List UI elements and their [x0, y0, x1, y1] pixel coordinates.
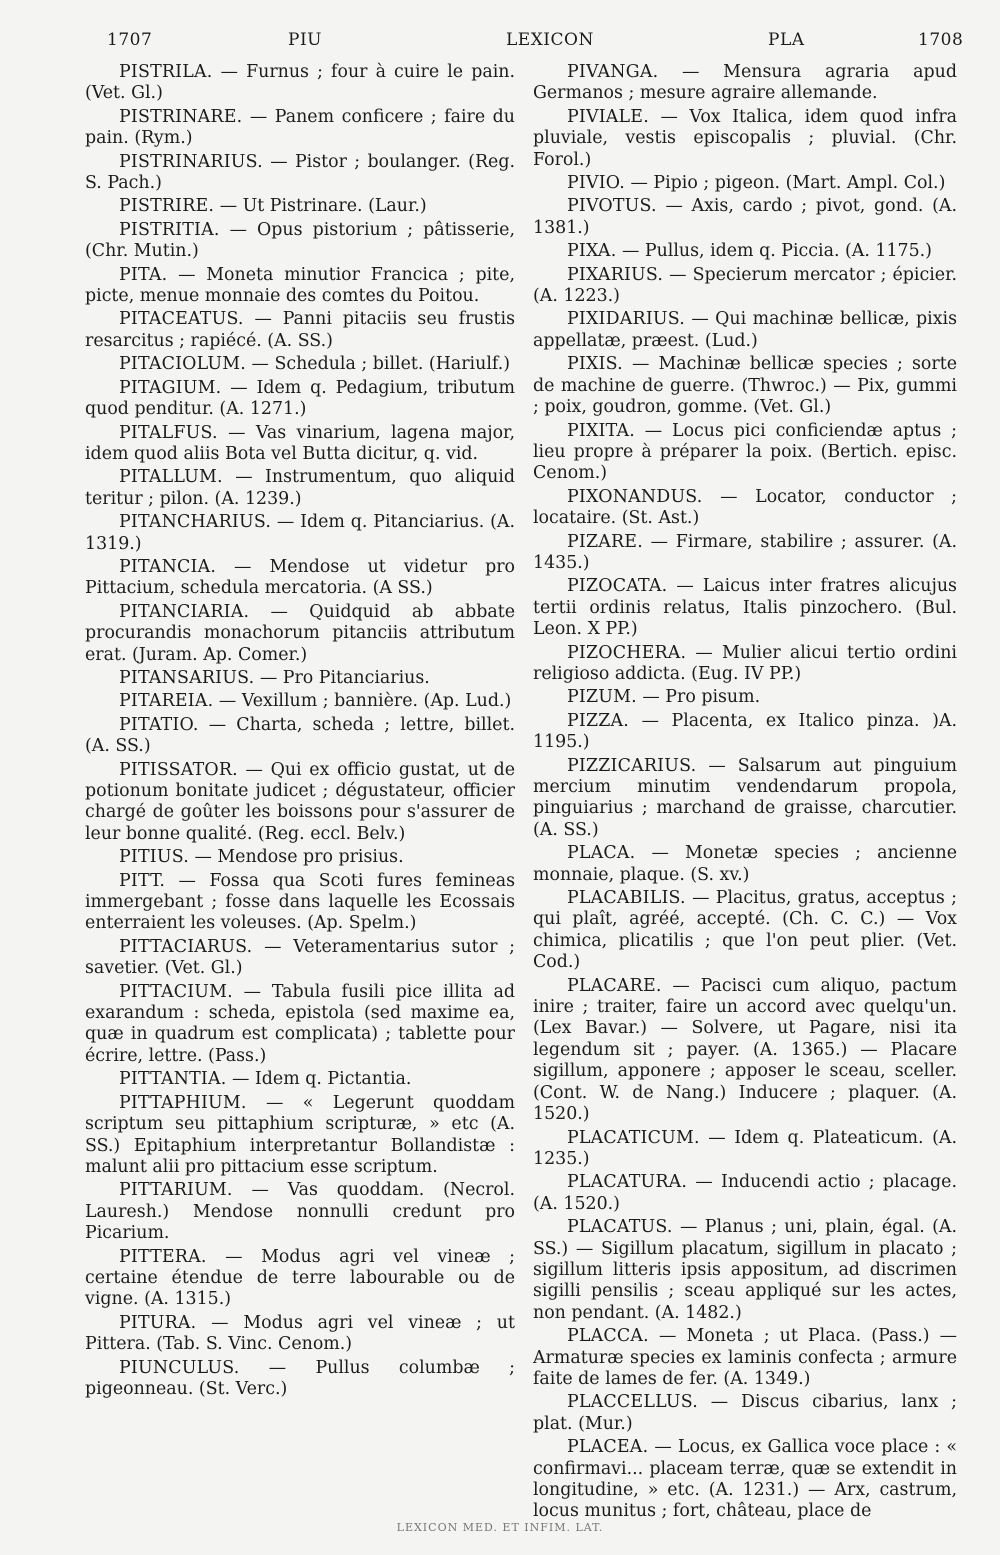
dictionary-entry [85, 1069, 515, 1090]
entry-definition: — Mensura agraria apud Germanos ; mesure agraire allemande. [533, 62, 957, 104]
entry-definition: — Panni pitaciis seu frustis resarcitus ; rapiécé. (A. SS.) [85, 309, 515, 351]
entry-definition: — Pullus columbæ ; pigeonneau. (St. Verc.) [85, 1357, 515, 1399]
entry-headword: PITTANTIA. [119, 1069, 227, 1090]
entry-definition: — Quidquid ab abbate procurandis monachorum pitanciis attributum erat. (Juram. Ap. Comer.) [85, 601, 515, 665]
dictionary-entry [533, 643, 957, 686]
entry-definition: — Monetæ species ; ancienne monnaie, plaque. (S. xv.) [533, 843, 957, 885]
entry-definition: — Planus ; uni, plain, égal. (A. SS.) — Sigillum placatum, sigillum in placato ; sigillum litteris ipsis appositum, ad discrimen sigilli pensilis ; sceau appliqué sur les actes, non pendant. (A. 1482.) [533, 1217, 957, 1323]
entry-headword: PISTRIRE. [119, 196, 215, 217]
dictionary-entry [533, 532, 957, 575]
entry-definition: — Qui ex officio gustat, ut de potionum bonitate judicet ; dégustateur, officier chargé de goûter les boissons pour s'assurer de leur bonne qualité. (Reg. eccl. Belv.) [85, 759, 515, 844]
entry-headword: PITTACIUM. [119, 981, 233, 1002]
entry-headword: PLACABILIS. [567, 888, 686, 909]
entry-definition: — Vox Italica, idem quod infra pluviale, vestis episcopalis ; pluvial. (Chr. Forol.) [533, 106, 957, 170]
entry-headword: PITISSATOR. [119, 759, 238, 780]
dictionary-entry [533, 354, 957, 418]
entry-headword: PITURA. [119, 1312, 197, 1333]
entry-definition: — Specierum mercator ; épicier. (A. 1223.) [533, 264, 957, 307]
entry-definition: — Idem q. Pedagium, tributum quod penditur. (A. 1271.) [85, 377, 515, 420]
entry-definition: — Modus agri vel vineæ ; certaine étendue de terre labourable ou de vigne. (A. 1315.) [85, 1246, 515, 1310]
dictionary-entry [85, 1180, 515, 1244]
dictionary-entry [85, 196, 515, 217]
entry-headword: PITTARIUM. [119, 1180, 233, 1201]
entry-definition: — Discus cibarius, lanx ; plat. (Mur.) [533, 1392, 957, 1434]
dictionary-entry [85, 107, 515, 150]
range-left: PIU [288, 30, 322, 50]
entry-definition: — Furnus ; four à cuire le pain. (Vet. Gl.) [85, 62, 515, 104]
entry-definition: — Qui machinæ bellicæ, pixis appellatæ, præest. (Lud.) [533, 309, 957, 351]
dictionary-entry [85, 982, 515, 1068]
entry-headword: PIZZICARIUS. [567, 755, 697, 776]
entry-definition: — Firmare, stabilire ; assurer. (A. 1435.) [533, 531, 957, 573]
entry-headword: PITANCIA. [119, 556, 217, 577]
entry-headword: PITANCIARIA. [119, 601, 250, 622]
dictionary-entry [533, 265, 957, 308]
dictionary-entry [533, 687, 957, 708]
entry-headword: PISTRINARIUS. [119, 151, 263, 172]
dictionary-entry [85, 715, 515, 758]
entry-definition: — Idem q. Pictantia. [226, 1069, 412, 1090]
dictionary-entry [85, 265, 515, 308]
entry-headword: PIZARE. [567, 531, 643, 552]
entry-definition: — Pistor ; boulanger. (Reg. S. Pach.) [85, 151, 515, 194]
dictionary-entry [85, 354, 515, 375]
dictionary-entry [533, 1217, 957, 1324]
dictionary-entry [533, 1437, 957, 1523]
entry-definition: — Mendose pro prisius. [188, 847, 404, 868]
entry-headword: PIXIDARIUS. [567, 309, 685, 330]
entry-definition: — Vas quoddam. (Necrol. Lauresh.) Mendose nonnulli credunt pro Picarium. [85, 1180, 515, 1244]
entry-headword: PIZZA. [567, 710, 630, 731]
entry-definition: — Moneta minutior Francica ; pite, picte, menue monnaie des comtes du Poitou. [85, 264, 515, 307]
entry-definition: — Locator, conductor ; locataire. (St. Ast.) [533, 486, 957, 529]
dictionary-entry [85, 760, 515, 846]
running-header [0, 30, 1000, 56]
dictionary-entry [533, 576, 957, 640]
dictionary-entry [533, 487, 957, 530]
entry-headword: PISTRINARE. [119, 106, 243, 127]
entry-definition: — Fossa qua Scoti fures femineas immergebant ; fosse dans laquelle les Ecossais enterraient les voleuses. (Ap. Spelm.) [85, 870, 515, 934]
dictionary-entry [85, 937, 515, 980]
dictionary-entry [85, 602, 515, 666]
entry-headword: PITANSARIUS. [119, 667, 255, 688]
entry-headword: PIZOCATA. [567, 576, 668, 597]
dictionary-entry [85, 423, 515, 466]
entry-headword: PITIUS. [119, 847, 189, 868]
dictionary-entry [533, 309, 957, 352]
entry-definition: — Idem q. Plateaticum. (A. 1235.) [533, 1127, 957, 1169]
dictionary-entry [85, 467, 515, 510]
dictionary-entry [533, 1172, 957, 1215]
entry-headword: PIUNCULUS. [119, 1357, 240, 1378]
entry-headword: PISTRITIA. [119, 219, 220, 240]
entry-headword: PISTRILA. [119, 62, 213, 82]
page-number-left: 1707 [107, 30, 153, 50]
entry-headword: PITACIOLUM. [119, 354, 246, 375]
entry-headword: PITALLUM. [119, 467, 223, 488]
dictionary-entry [85, 1247, 515, 1311]
entry-definition: — Mendose ut videtur pro Pittacium, schedula mercatoria. (A SS.) [85, 556, 515, 599]
entry-headword: PIXONANDUS. [567, 486, 703, 507]
dictionary-entry [533, 196, 957, 239]
entry-headword: PLACEA. [567, 1437, 649, 1458]
dictionary-entry [533, 756, 957, 842]
entry-definition: — Tabula fusili pice illita ad exarandum : scheda, epistola (sed maxime ea, quæ in quadrum est complicata) ; tablette pour écrire, lettre. (Pass.) [85, 981, 515, 1066]
entry-headword: PLACATURA. [567, 1172, 688, 1193]
dictionary-entry [85, 668, 515, 689]
dictionary-entry [85, 1093, 515, 1179]
entry-headword: PITTAPHIUM. [119, 1092, 247, 1113]
entry-definition: — Locus pici conficiendæ aptus ; lieu propre à préparer la poix. (Bertich. episc. Cenom.) [533, 420, 957, 484]
entry-headword: PIZUM. [567, 687, 637, 708]
entry-definition: — Inducendi actio ; placage. (A. 1520.) [533, 1172, 957, 1214]
entry-definition: — Pro Pitanciarius. [254, 667, 430, 688]
dictionary-entry [533, 107, 957, 171]
entry-definition: — Moneta ; ut Placa. (Pass.) — Armaturæ species ex laminis confecta ; armure faite de lames de fer. (A. 1349.) [533, 1326, 957, 1389]
entry-definition: — Salsarum aut pinguium mercium minutim vendendarum propola, pinguiarius ; marchand de graisse, charcutier. (A. SS.) [533, 755, 957, 840]
entry-definition: — Pipio ; pigeon. (Mart. Ampl. Col.) [624, 173, 946, 194]
dictionary-entry [85, 691, 515, 712]
dictionary-entry [85, 62, 515, 105]
right-column [533, 62, 957, 1525]
left-column [85, 62, 515, 1402]
entry-headword: PLACCA. [567, 1326, 649, 1347]
header-title: LEXICON [506, 30, 594, 50]
entry-headword: PIVANGA. [567, 62, 659, 82]
entry-definition: — Veteramentarius sutor ; savetier. (Vet. Gl.) [85, 936, 515, 979]
dictionary-entry [85, 378, 515, 421]
dictionary-entry [85, 847, 515, 868]
entry-headword: PIVIO. [567, 173, 625, 194]
entry-definition: — Pacisci cum aliquo, pactum inire ; traiter, faire un accord avec quelqu'un. (Lex Bavar.) — Solvere, ut Pagare, nisi ita legendum sit ; payer. (A. 1365.) — Placare sigillum, apponere ; apposer le sceau, sceller. (Cont. W. de Nang.) Inducere ; plaquer. (A. 1520.) [533, 975, 957, 1125]
dictionary-entry [85, 309, 515, 352]
dictionary-entry [85, 220, 515, 263]
dictionary-entry [533, 843, 957, 886]
entry-definition: — « Legerunt quoddam scriptum seu pittaphium scripturæ, » etc (A. SS.) Epitaphium interpretantur Bollandistæ : malunt alii pro pittacium esse scriptum. [85, 1092, 515, 1177]
entry-headword: PITAREIA. [119, 691, 214, 712]
dictionary-entry [533, 711, 957, 754]
entry-headword: PLACCELLUS. [567, 1392, 698, 1413]
entry-definition: — Idem q. Pitanciarius. (A. 1319.) [85, 512, 515, 554]
entry-headword: PITTERA. [119, 1246, 207, 1267]
entry-definition: — Axis, cardo ; pivot, gond. (A. 1381.) [533, 196, 957, 238]
entry-definition: — Placitus, gratus, acceptus ; qui plaît, agréé, accepté. (Ch. C. C.) — Vox chimica, plicatilis ; que l'on peut plier. (Vet. Cod.) [533, 888, 957, 973]
entry-headword: PIXA. [567, 241, 617, 262]
entry-definition: — Pro pisum. [636, 687, 761, 708]
entry-headword: PIXIS. [567, 354, 623, 375]
entry-definition: — Instrumentum, quo aliquid teritur ; pilon. (A. 1239.) [85, 467, 515, 509]
entry-headword: PITALFUS. [119, 422, 218, 443]
entry-headword: PITATIO. [119, 714, 199, 735]
entry-headword: PITAGIUM. [119, 377, 222, 398]
entry-headword: PITACEATUS. [119, 309, 244, 330]
range-right: PLA [768, 30, 805, 50]
entry-headword: PITANCHARIUS. [119, 512, 272, 533]
dictionary-entry [533, 421, 957, 485]
entry-headword: PLACA. [567, 843, 636, 864]
dictionary-entry [533, 62, 957, 105]
entry-headword: PLACATICUM. [567, 1127, 700, 1148]
entry-definition: — Modus agri vel vineæ ; ut Pittera. (Tab. S. Vinc. Cenom.) [85, 1312, 515, 1355]
entry-headword: PITA. [119, 264, 168, 285]
entry-headword: PITT. [119, 870, 166, 891]
dictionary-entry [533, 1392, 957, 1435]
dictionary-entry [533, 173, 957, 194]
entry-definition: — Ut Pistrinare. (Laur.) [214, 196, 427, 217]
entry-headword: PIVOTUS. [567, 196, 657, 217]
dictionary-entry [533, 241, 957, 262]
entry-headword: PLACATUS. [567, 1217, 673, 1238]
entry-definition: — Vexillum ; bannière. (Ap. Lud.) [213, 691, 512, 712]
entry-definition: — Placenta, ex Italico pinza. )A. 1195.) [533, 710, 957, 753]
dictionary-entry [85, 152, 515, 195]
entry-headword: PITTACIARUS. [119, 936, 253, 957]
entry-definition: — Laicus inter fratres alicujus tertii ordinis relatus, Italis pinzochero. (Bul. Leon. X PP.) [533, 576, 957, 640]
page-footer: LEXICON MED. ET INFIM. LAT. [396, 1521, 604, 1534]
entry-headword: PIXARIUS. [567, 264, 664, 285]
dictionary-entry [533, 1326, 957, 1390]
dictionary-entry [85, 512, 515, 555]
dictionary-entry [85, 1313, 515, 1356]
dictionary-entry [85, 871, 515, 935]
entry-definition: — Vas vinarium, lagena major, idem quod aliis Bota vel Butta dicitur, q. vid. [85, 422, 515, 464]
dictionary-entry [85, 557, 515, 600]
page-number-right: 1708 [918, 30, 964, 50]
entry-definition: — Mulier alicui tertio ordini religioso addicta. (Eug. IV PP.) [533, 642, 957, 684]
entry-definition: — Opus pistorium ; pâtisserie, (Chr. Mutin.) [85, 219, 515, 262]
entry-definition: — Pullus, idem q. Piccia. (A. 1175.) [616, 241, 932, 262]
entry-definition: — Charta, scheda ; lettre, billet. (A. SS.) [85, 714, 515, 757]
entry-headword: PIZOCHERA. [567, 642, 687, 663]
entry-headword: PLACARE. [567, 975, 662, 996]
entry-definition: — Machinæ bellicæ species ; sorte de machine de guerre. (Thwroc.) — Pix, gummi ; poix, goudron, gomme. (Vet. Gl.) [533, 354, 957, 418]
entry-definition: — Panem conficere ; faire du pain. (Rym.) [85, 106, 515, 149]
entry-headword: PIVIALE. [567, 106, 649, 127]
entry-definition: — Locus, ex Gallica voce place : « confirmavi... placeam terræ, quæ se extendit in longitudine, » etc. (A. 1231.) — Arx, castrum, locus munitus ; fort, château, place de [533, 1437, 957, 1522]
dictionary-entry [533, 1128, 957, 1171]
entry-definition: — Schedula ; billet. (Hariulf.) [246, 354, 511, 375]
entry-headword: PIXITA. [567, 420, 635, 441]
dictionary-entry [533, 888, 957, 974]
dictionary-entry [533, 976, 957, 1126]
dictionary-entry [85, 1358, 515, 1401]
